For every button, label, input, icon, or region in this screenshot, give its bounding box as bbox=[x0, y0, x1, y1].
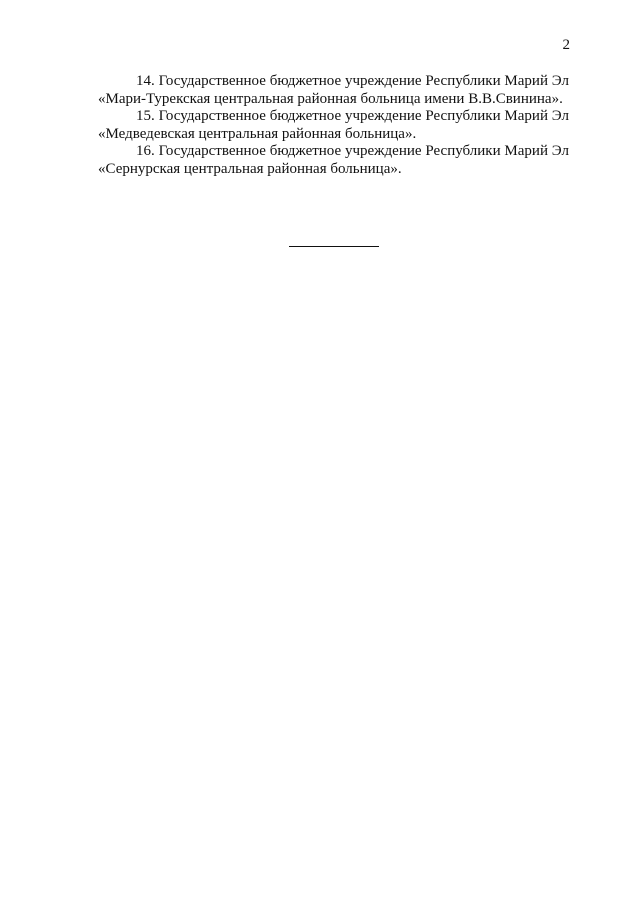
list-item-text: Государственное бюджетное учреждение Республики Марий Эл «Сернурская центральная районная больница». bbox=[98, 143, 569, 177]
document-body bbox=[98, 73, 569, 178]
list-item-text: Государственное бюджетное учреждение Республики Марий Эл «Мари-Турекская центральная районная больница имени В.В.Свинина». bbox=[98, 73, 569, 107]
end-divider bbox=[289, 246, 379, 247]
list-item-number: 15. bbox=[136, 108, 155, 124]
list-item-number: 14. bbox=[136, 73, 155, 89]
page-number: 2 bbox=[562, 37, 570, 53]
list-item bbox=[98, 73, 569, 108]
list-item bbox=[98, 108, 569, 143]
list-item-text: Государственное бюджетное учреждение Республики Марий Эл «Медведевская центральная районная больница». bbox=[98, 108, 569, 142]
list-item-number: 16. bbox=[136, 143, 155, 159]
list-item bbox=[98, 143, 569, 178]
